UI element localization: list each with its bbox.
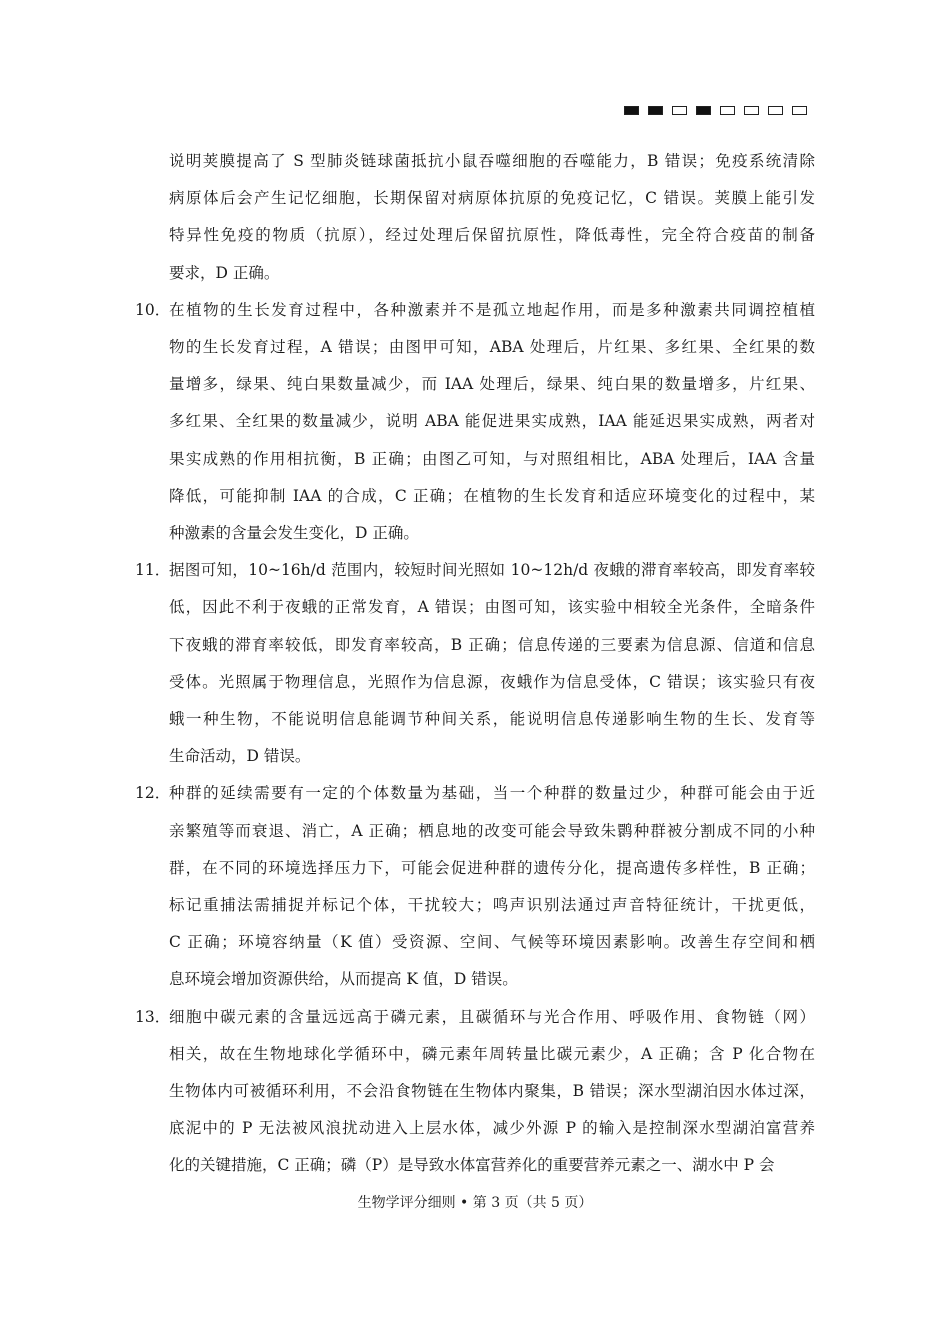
text-line: 底泥中的 P 无法被风浪扰动进入上层水体，减少外源 P 的输入是控制深水型湖泊富营养 [169, 1119, 815, 1138]
text-line: 据图可知，10~16h/d 范围内，较短时间光照如 10~12h/d 夜蛾的滞育率较高，即发育率较 [169, 561, 815, 580]
page-mark-filled-icon [624, 106, 639, 115]
answer-item [135, 775, 815, 998]
answer-item [135, 999, 815, 1185]
text-line: 细胞中碳元素的含量远远高于磷元素，且碳循环与光合作用、呼吸作用、食物链（网） [169, 1007, 815, 1026]
answer-item [135, 292, 815, 552]
page-mark-filled-icon [648, 106, 663, 115]
text-line: 相关，故在生物地球化学循环中，磷元素年周转量比碳元素少，A 正确；含 P 化合物在 [169, 1044, 815, 1063]
text-line: 种群的延续需要有一定的个体数量为基础，当一个种群的数量过少，种群可能会由于近 [169, 784, 815, 803]
text-line: 在植物的生长发育过程中，各种激素并不是孤立地起作用，而是多种激素共同调控植植 [169, 300, 815, 319]
text-line: 量增多，绿果、纯白果数量减少，而 IAA 处理后，绿果、纯白果的数量增多，片红果、 [169, 375, 815, 394]
item-number: 11． [135, 561, 171, 580]
answer-item [135, 552, 815, 775]
text-line: 蛾一种生物，不能说明信息能调节种间关系，能说明信息传递影响生物的生长、发育等 [169, 710, 815, 729]
text-line: 息环境会增加资源供给，从而提高 K 值，D 错误。 [169, 970, 518, 989]
text-line: 化的关键措施，C 正确；磷（P）是导致水体富营养化的重要营养元素之一、湖水中 P 会 [169, 1156, 775, 1175]
text-line: 说明荚膜提高了 S 型肺炎链球菌抵抗小鼠吞噬细胞的吞噬能力，B 错误；免疫系统清除 [169, 152, 815, 170]
item-number: 12． [135, 784, 171, 803]
text-line: 低，因此不利于夜蛾的正常发育，A 错误；由图可知，该实验中相较全光条件，全暗条件 [169, 598, 815, 617]
text-line: 降低，可能抑制 IAA 的合成，C 正确；在植物的生长发育和适应环境变化的过程中，某 [169, 486, 815, 505]
text-line: 生命活动，D 错误。 [169, 747, 311, 766]
text-line: 病原体后会产生记忆细胞，长期保留对病原体抗原的免疫记忆，C 错误。荚膜上能引发 [169, 189, 815, 208]
page-mark-filled-icon [696, 106, 711, 115]
answer-explanations [135, 143, 815, 1185]
text-line: 物的生长发育过程，A 错误；由图甲可知，ABA 处理后，片红果、多红果、全红果的数 [169, 338, 815, 357]
text-line: C 正确；环境容纳量（K 值）受资源、空间、气候等环境因素影响。改善生存空间和栖 [169, 933, 815, 952]
text-line: 种激素的含量会发生变化，D 正确。 [169, 524, 419, 543]
text-line: 下夜蛾的滞育率较低，即发育率较高，B 正确；信息传递的三要素为信息源、信道和信息 [169, 635, 815, 654]
text-line: 特异性免疫的物质（抗原），经过处理后保留抗原性，降低毒性，完全符合疫苗的制备 [169, 226, 815, 245]
page-mark-empty-icon [720, 106, 735, 115]
page-mark-empty-icon [768, 106, 783, 115]
text-line: 受体。光照属于物理信息，光照作为信息源，夜蛾作为信息受体，C 错误；该实验只有夜 [169, 672, 815, 691]
page-progress-marks [624, 106, 807, 118]
page-mark-empty-icon [672, 106, 687, 115]
text-line: 生物体内可被循环利用，不会沿食物链在生物体内聚集，B 错误；深水型湖泊因水体过深， [169, 1082, 815, 1101]
page-mark-empty-icon [744, 106, 759, 115]
text-line: 多红果、全红果的数量减少，说明 ABA 能促进果实成熟，IAA 能延迟果实成熟，两者对 [169, 412, 815, 431]
page-mark-empty-icon [792, 106, 807, 115]
text-line: 果实成熟的作用相抗衡，B 正确；由图乙可知，与对照组相比，ABA 处理后，IAA 含量 [169, 449, 815, 468]
answer-item [135, 143, 815, 292]
item-number: 10． [135, 300, 171, 319]
text-line: 群，在不同的环境选择压力下，可能会促进种群的遗传分化，提高遗传多样性，B 正确； [169, 858, 815, 877]
text-line: 要求，D 正确。 [169, 263, 280, 282]
page-footer: 生物学评分细则 • 第 3 页（共 5 页） [357, 1195, 593, 1211]
text-line: 亲繁殖等而衰退、消亡，A 正确；栖息地的改变可能会导致朱鹮种群被分割成不同的小种 [169, 821, 815, 840]
item-number: 13． [135, 1007, 171, 1026]
text-line: 标记重捕法需捕捉并标记个体，干扰较大；鸣声识别法通过声音特征统计，干扰更低， [169, 896, 815, 915]
